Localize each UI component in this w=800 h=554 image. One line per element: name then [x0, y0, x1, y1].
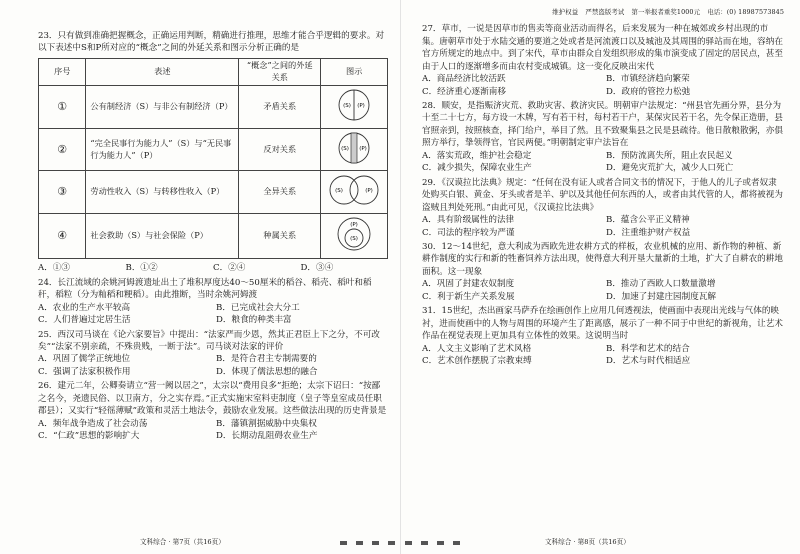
option-b: B．蕴含公平正义精神 [606, 215, 690, 226]
option-d: D．粮食的种类丰富 [216, 315, 292, 326]
q23-table-header [39, 58, 388, 85]
q23-options [38, 262, 388, 274]
header-expr: 表述 [86, 58, 239, 85]
label-p: (P) [350, 222, 358, 229]
q27-stem: 27．草市，一说是因草市的售卖等商业活动而得名，后来发展为一种在城郊或乡村出现的市集。唐朝草市处于水陆交通的要道之处或者是河流渡口以及城池及其周围的驿站而在地，容纳在官方所规定的地点中。到了宋代，草市由群众自发组织形成的集市演变成了固定的居民点，甚至由于人口的逐渐增多而由农村变成城镇。这一变化反映出宋代 [422, 24, 783, 72]
option-b: B．藩镇割据威胁中央集权 [216, 418, 317, 429]
label-s: (S) [350, 236, 359, 243]
diagram-circle-gap [334, 130, 374, 166]
footer-mark [388, 541, 395, 545]
footer-mark [372, 541, 379, 545]
footer-mark [405, 541, 412, 545]
footer-mark [356, 541, 363, 545]
question-28 [422, 100, 784, 175]
row-text: “完全民事行为能力人”（S）与“无民事行为能力人”（P） [86, 128, 239, 171]
option-d: D．艺术与时代相适应 [606, 356, 691, 367]
q23-stem: 23．只有做到准确把握概念，正确运用判断，精确进行推理，思维才能合乎逻辑的要求。对以下表述中S和P所对应的“概念”之间的外延关系和图示分析正确的是 [38, 31, 385, 54]
option-b: B．①② [125, 263, 158, 274]
row-relation: 种属关系 [239, 214, 321, 259]
q31-stem: 31．15世纪，杰出画家马萨乔在绘画创作上应用几何透视法，使画面中表现出光线与气体的映衬，进而使画中的人物与周围的环境产生了距离感，展示了一种不同于中世纪的新视角，让艺术作品在视觉表现上更加具有立体性的效果。这说明当时 [422, 306, 783, 342]
question-26 [38, 380, 388, 442]
option-b: B．科学和艺术的结合 [606, 343, 690, 354]
option-b: B．是符合君主专制需要的 [216, 354, 317, 365]
q31-options [422, 343, 784, 368]
row-num: ② [39, 128, 86, 171]
option-a: A．①③ [38, 263, 70, 274]
option-d: D．注重维护财产权益 [606, 227, 691, 238]
q27-options [422, 73, 784, 98]
option-b: B．已完成社会大分工 [216, 302, 300, 313]
q25-stem: 25．西汉司马谈在《论六家要旨》中提出：“法家严而少恩，然其正君臣上下之分，不可改矣”“法家不别亲疏，不殊贵贱，一断于法”。司马谈对法家的评价 [38, 329, 380, 352]
label-s: (S) [343, 102, 352, 109]
row-num: ① [39, 85, 86, 128]
question-27 [422, 23, 784, 98]
option-d: D．③④ [300, 263, 334, 274]
q30-stem: 30．12～14世纪，意大利成为西欧先进农耕方式的样板，农业机械的应用、新作物的种植、新耕作制度的实行和新的牲畜饲养方法出现，使得意大利开垦大量新的土地，扩大了自耕农的耕地面积。这一现象 [422, 241, 783, 277]
q26-options [38, 418, 388, 443]
question-24 [38, 277, 388, 327]
header-brand: 维护权益 [552, 8, 579, 16]
figure-contrary [321, 128, 388, 171]
header-fig: 图示 [321, 58, 388, 85]
row-num: ③ [39, 171, 86, 214]
option-c: C．强调了法家积极作用 [38, 366, 131, 377]
figure-disjoint [321, 171, 388, 214]
option-c: C．“仁政”思想的影响扩大 [38, 431, 140, 442]
question-25 [38, 329, 388, 379]
q23-table [38, 58, 388, 259]
option-a: A．人文主义影响了艺术风格 [422, 343, 532, 354]
q25-options [38, 353, 388, 378]
table-row [39, 171, 388, 214]
option-b: B．市镇经济趋向繁荣 [606, 74, 690, 85]
footer-mark [453, 541, 460, 545]
q29-stem: 29．《汉谟拉比法典》规定：“任何在没有证人或者合同文书的情况下，于他人的儿子或者奴隶处购买白银、黄金、牙头或者是羊、驴以及其他任何东西的人，或者由其代管的人，都将被视为盗贼且判处死刑。”由此可见，《汉谟拉比法典》 [422, 177, 783, 213]
header-phone: 电话：(0) 18987573845 [707, 8, 784, 16]
question-31 [422, 305, 784, 367]
question-30 [422, 241, 784, 303]
row-relation: 全异关系 [239, 171, 321, 214]
diagram-two-circles [325, 172, 383, 208]
row-num: ④ [39, 214, 86, 259]
table-row [39, 214, 388, 259]
header-slogan: 严禁盗版考试 [585, 8, 625, 16]
label-s: (S) [335, 188, 344, 195]
option-c: C．人们普遍过定居生活 [38, 315, 131, 326]
option-c: C．艺术创作摆脱了宗教束缚 [422, 356, 532, 367]
label-p: (P) [365, 188, 373, 195]
question-23 [38, 30, 388, 275]
figure-subordinate [321, 214, 388, 259]
q24-stem: 24．长江流域的余姚河姆渡遗址出土了堆积厚度达40～50厘米的稻谷、稻壳、稻叶和稻秆，稻粒（分为籼稻和粳稻）。由此推断，当时余姚河姆渡 [38, 277, 372, 301]
q28-options [422, 150, 784, 175]
option-c: C．利于新生产关系发展 [422, 291, 515, 302]
diagram-nested-circles [334, 215, 374, 253]
option-d: D．加速了封建庄园制度瓦解 [606, 291, 717, 302]
option-d: D．政府的管控力松弛 [606, 86, 691, 97]
option-a: A．巩固了封建农奴制度 [422, 279, 515, 290]
row-text: 社会救助（S）与社会保险（P） [86, 214, 239, 259]
footer-mark [437, 541, 444, 545]
q29-options [422, 214, 784, 239]
q30-options [422, 278, 784, 303]
option-a: A．落实荒政，维护社会稳定 [422, 150, 532, 161]
figure-contradiction [321, 85, 388, 128]
option-d: D．体现了儒法思想的融合 [216, 366, 318, 377]
option-a: A．具有阶级属性的法律 [422, 215, 515, 226]
table-row [39, 128, 388, 171]
row-text: 劳动性收入（S）与转移性收入（P） [86, 171, 239, 214]
row-text: 公有制经济（S）与非公有制经济（P） [86, 85, 239, 128]
q28-stem: 28．顺安，是指赈济灾荒、救助灾害、救济灾民。明朝审户法规定：“州县官先画分界，县分为十至二十七方，每方设一木牌，写有若干村，每村若干户，某保灾民若干名，先令保正造册，县官照亲到，按照核查，择门给户，举目了然。且不致聚集县之民是县疏待。他日散粮散粥，亦俱照方举行，挚领得官，官民两便。”明朝制定审户法旨在 [422, 101, 783, 149]
label-p: (P) [357, 102, 365, 109]
right-page [400, 0, 800, 554]
option-d: D．避免灾荒扩大，减少人口死亡 [606, 163, 734, 174]
footer-marks [340, 541, 460, 546]
row-relation: 矛盾关系 [239, 85, 321, 128]
footer-right-page-number: 文科综合 · 第8页（共16页） [545, 538, 630, 547]
footer-mark [340, 541, 347, 545]
option-a: A．频年战争造成了社会动荡 [38, 418, 148, 429]
row-relation: 反对关系 [239, 128, 321, 171]
option-c: C．经济重心逐渐南移 [422, 86, 506, 97]
table-row [39, 85, 388, 128]
option-a: A．商品经济比较活跃 [422, 74, 506, 85]
anti-piracy-header [422, 8, 784, 17]
option-c: C．②④ [213, 263, 246, 274]
q24-options [38, 302, 388, 327]
option-d: D．长期动乱阻碍农业生产 [216, 431, 318, 442]
question-29 [422, 177, 784, 239]
label-p: (P) [359, 145, 367, 152]
option-a: A．农业的生产水平较高 [38, 302, 131, 313]
footer-left-page-number: 文科综合 · 第7页（共16页） [140, 538, 225, 547]
option-c: C．减少损失，保障农业生产 [422, 163, 532, 174]
footer-mark [421, 541, 428, 545]
header-hotline: 第一举报者重奖1000元 [631, 8, 701, 16]
q26-stem: 26．建元二年，公卿奏请立“营一阙以居之”，太宗以“费用良多”拒绝；太宗下诏曰：“按鄙之名今，尧遗民俗、以卫南方，分之实存焉。”正式实施宋室料吏制度（皇子等皇室成员任职郡县）；又实行“轻徭薄赋”政策和灵活土地法令，鼓励农业发展。这些做法出现的历史背景是 [38, 381, 387, 417]
option-b: B．预防流离失所，阻止农民起义 [606, 150, 733, 161]
diagram-circle-split [334, 87, 374, 123]
option-a: A．巩固了儒学正统地位 [38, 354, 131, 365]
header-rel: “概念”之间的外延关系 [239, 58, 321, 85]
label-s: (S) [341, 145, 350, 152]
option-b: B．推动了西欧人口数量激增 [606, 279, 716, 290]
header-num: 序号 [39, 58, 86, 85]
option-c: C．司法的程序较为严谨 [422, 227, 515, 238]
